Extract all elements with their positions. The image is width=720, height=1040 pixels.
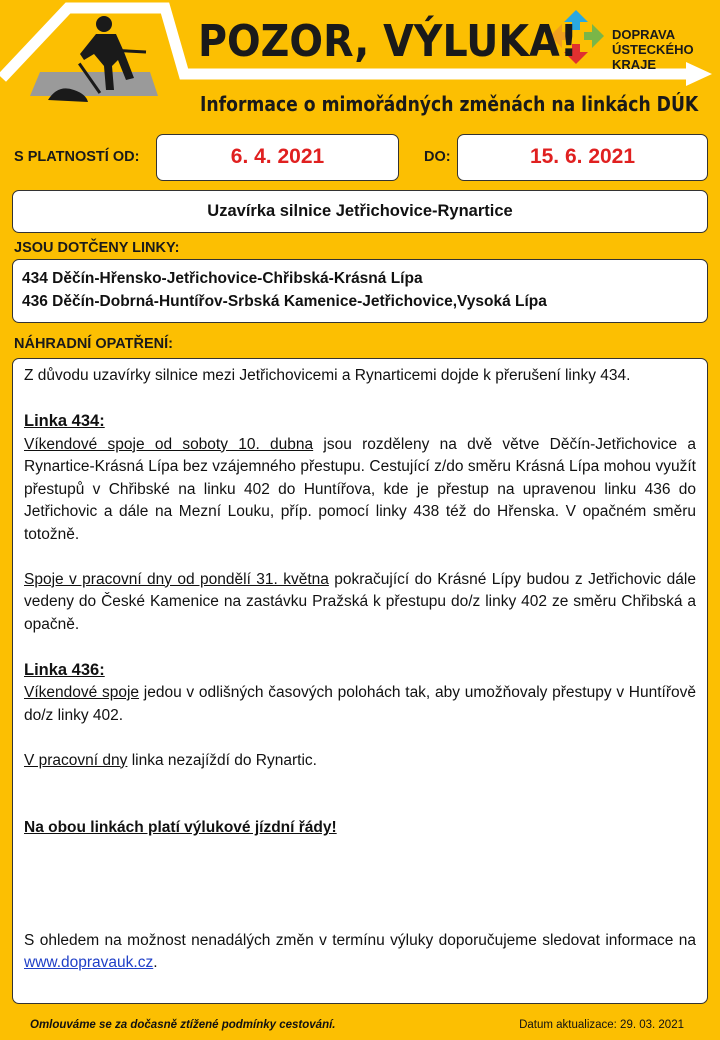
page-title: POZOR, VÝLUKA!: [198, 16, 578, 67]
line-436-text-1: jedou v odlišných časových polohách tak, aby umožňovaly přestupy v Huntířově do/z linky 402.: [24, 684, 697, 724]
line-434-heading: Linka 434:: [24, 412, 105, 430]
header-banner: [0, 0, 720, 140]
valid-from-date: 6. 4. 2021: [156, 134, 399, 181]
closing-end: .: [153, 954, 158, 971]
line-436-text-2: linka nezajíždí do Rynartic.: [127, 751, 317, 769]
valid-from-label: S PLATNOSTÍ OD:: [14, 149, 140, 165]
measures-box: [12, 358, 708, 1004]
closing-paragraph: [24, 930, 696, 975]
line-436-paragraph-1: [24, 682, 696, 727]
line-434-paragraph-1: [24, 434, 696, 547]
valid-to-label: DO:: [424, 149, 451, 165]
line-434-text-1: jsou rozděleny na dvě větve Děčín-Jetřichovice a Rynartice-Krásná Lípa bez vzájemného přestupu. Cestující z/do směru Krásná Lípa mohou využít přestupů v Chřibské na linku 402 do Huntířova, kde je přestup na upravenou linku 436 do Jetřichovic a dále na Mezní Louku, příp. pomocí linky 438 též do Hřenska. V opačném směru totožně.: [24, 435, 696, 543]
line-434-text-2: pokračující do Krásné Lípy budou z Jetřichovic dále vedeny do České Kamenice na zastávku Pražská k přestupu do/z linky 402 ze směru Chřibská a opačně.: [24, 570, 696, 633]
affected-lines-box: [12, 259, 708, 323]
logo-line: DOPRAVA: [612, 27, 676, 42]
logo-text: [612, 27, 694, 72]
footer-update-date: Datum aktualizace: 29. 03. 2021: [519, 1019, 684, 1031]
logo-line: KRAJE: [612, 57, 657, 72]
intro-paragraph: Z důvodu uzavírky silnice mezi Jetřichovicemi a Rynarticemi dojde k přerušení linky 434.: [24, 367, 631, 384]
line-436-heading: Linka 436:: [24, 660, 105, 679]
weekend-trips-436: Víkendové spoje: [24, 684, 140, 701]
weekday-trips-434: Spoje v pracovní dny od pondělí 31. května: [24, 570, 329, 588]
line-436-paragraph-2: [24, 750, 696, 773]
closing-text: S ohledem na možnost nenadálých změn v termínu výluky doporučujeme sledovat informace na: [24, 931, 696, 949]
affected-line: 436 Děčín-Dobrná-Huntířov-Srbská Kamenice-Jetřichovice,Vysoká Lípa: [22, 293, 547, 310]
valid-to-date: 15. 6. 2021: [457, 134, 708, 181]
affected-line: 434 Děčín-Hřensko-Jetřichovice-Chřibská-Krásná Lípa: [22, 270, 423, 287]
weekday-trips-436: V pracovní dny: [24, 751, 128, 769]
weekend-trips-434: Víkendové spoje od soboty 10. dubna: [24, 435, 314, 453]
logo-line: ÚSTECKÉHO: [612, 42, 694, 57]
closure-title: Uzavírka silnice Jetřichovice-Rynartice: [12, 190, 708, 233]
footer-apology: Omlouváme se za dočasně ztížené podmínky cestování.: [30, 1019, 336, 1031]
measures-label: NÁHRADNÍ OPATŘENÍ:: [14, 336, 173, 352]
affected-lines-label: JSOU DOTČENY LINKY:: [14, 240, 180, 256]
website-link[interactable]: www.dopravauk.cz: [24, 954, 154, 971]
page-subtitle: Informace o mimořádných změnách na linkách DÚK: [200, 92, 699, 116]
timetable-notice: Na obou linkách platí výlukové jízdní řády!: [24, 819, 337, 836]
line-434-paragraph-2: [24, 569, 696, 637]
